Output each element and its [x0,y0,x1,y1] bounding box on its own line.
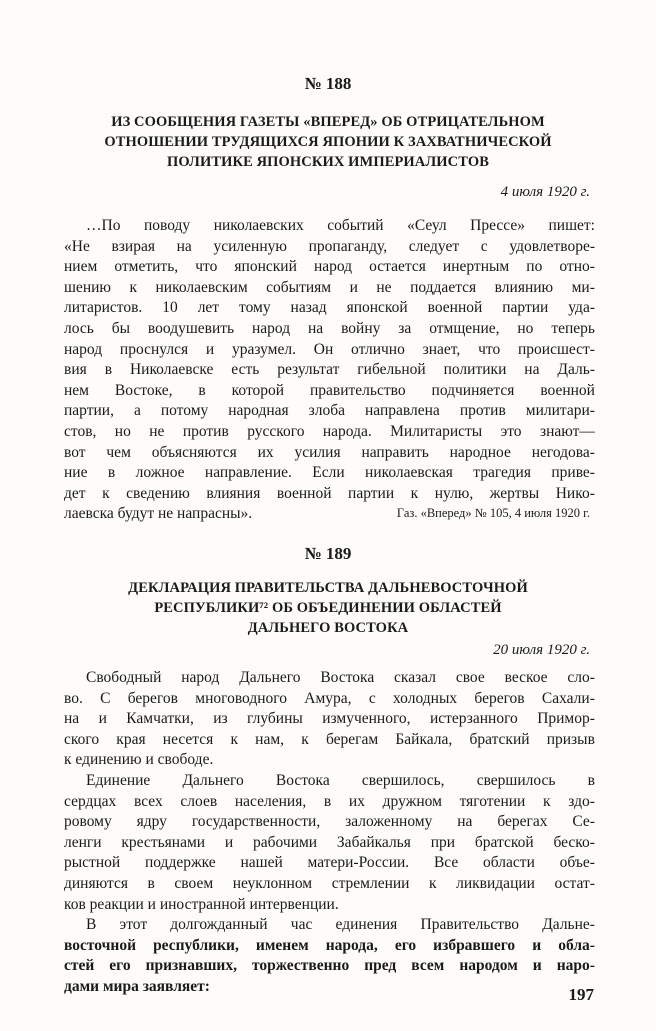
text-line: литаристов. 10 лет тому назад японской военной партии уда- [64,299,595,317]
doc-189-heading-line: ДАЛЬНЕГО ВОСТОКА [247,620,409,636]
doc-188-number: № 188 [304,74,352,93]
text-line: нием отметить, что японский народ остается инертным по отно- [64,258,595,276]
doc-189-heading [50,578,606,638]
doc-188-heading-line: ИЗ СООБЩЕНИЯ ГАЗЕТЫ «ВПЕРЕД» ОБ ОТРИЦАТЕЛЬНОМ [111,114,545,130]
doc-188-heading-line: ОТНОШЕНИИ ТРУДЯЩИХСЯ ЯПОНИИ К ЗАХВАТНИЧЕСКОЙ [104,134,552,150]
text-line: рыстной поддержке нашей матери-России. Все области объе- [64,854,595,872]
text-line: …По поводу николаевских событий «Сеул Прессе» пишет: [86,217,595,234]
text-line: диняются в своем неуклонном стремлении к ликвидации остат- [64,874,595,892]
text-line: лаевска будут не напрасны». [64,505,253,523]
text-line: нем Востоке, в которой правительство подчиняется военной [64,381,595,399]
doc-188-body [64,216,595,525]
text-line: на и Камчатки, из глубины измученного, истерзанного Примор- [64,710,595,728]
doc-189-heading-line: ДЕКЛАРАЦИЯ ПРАВИТЕЛЬСТВА ДАЛЬНЕВОСТОЧНОЙ [128,580,528,596]
text-line: восточной республики, именем народа, его избравшего и обла- [64,936,595,954]
text-line: ние в ложное направление. Если николаевская трагедия приве- [64,464,595,482]
text-line: Свободный народ Дальнего Востока сказал свое веское сло- [86,669,595,686]
text-line: шению к николаевским событиям и не поддается влиянию ми- [64,278,595,296]
text-line: стей его признавших, торжественно пред всем народом и наро- [64,957,595,975]
text-line: народ проснулся и уразумел. Он отлично знает, что происшест- [64,340,595,358]
text-line: дет к сведению влияния военной партии к нулю, жертвы Нико- [64,484,595,502]
text-line: ленги крестьянами и рабочими Забайкалья при братской беско- [64,833,595,851]
text-line: вот чем объясняются их усилия направить народное негодова- [64,443,595,461]
text-line: партии, а потому народная злоба направлена против милитари- [64,402,595,420]
text-line: вия в Николаевске есть результат гибельной политики на Даль- [64,361,595,379]
doc-189-body [64,668,595,998]
doc-189-date: 20 июля 1920 г. [493,642,590,658]
doc-188-heading-line: ПОЛИТИКЕ ЯПОНСКИХ ИМПЕРИАЛИСТОВ [167,154,489,170]
text-line: к единению и свободе. [64,751,214,769]
doc-189-number: № 189 [304,544,352,563]
doc-188-date: 4 июля 1920 г. [500,184,590,200]
text-line: В этот долгожданный час единения Правительство Дальне- [86,916,595,934]
doc-188-source: Газ. «Вперед» № 105, 4 июля 1920 г. [396,506,590,520]
text-line: сердцах всех слоев населения, в их дружном тяготении к здо- [64,792,595,810]
doc-188-heading [50,112,606,172]
text-line: ков реакции и иностранной интервенции. [64,895,339,913]
text-line: ского края несется к нам, к берегам Байкала, братский призыв [64,730,595,748]
text-line: «Не взирая на усиленную пропаганду, следует с удовлетворе- [64,237,595,255]
text-line: Единение Дальнего Востока свершилось, свершилось в [86,771,595,789]
page-number: 197 [568,985,594,1004]
text-line: стов, но не против русского народа. Милитаристы это знают— [64,422,595,440]
text-line: ровому ядру государственности, заложенному на берегах Се- [64,813,595,831]
text-line: дами мира заявляет: [64,977,210,995]
doc-189-heading-line: РЕСПУБЛИКИ⁷² ОБ ОБЪЕДИНЕНИИ ОБЛАСТЕЙ [154,600,502,616]
text-line: лось бы воодушевить народ на войну за отмщение, но теперь [64,319,595,337]
text-line: во. С берегов многоводного Амура, с холодных берегов Сахали- [64,689,595,707]
